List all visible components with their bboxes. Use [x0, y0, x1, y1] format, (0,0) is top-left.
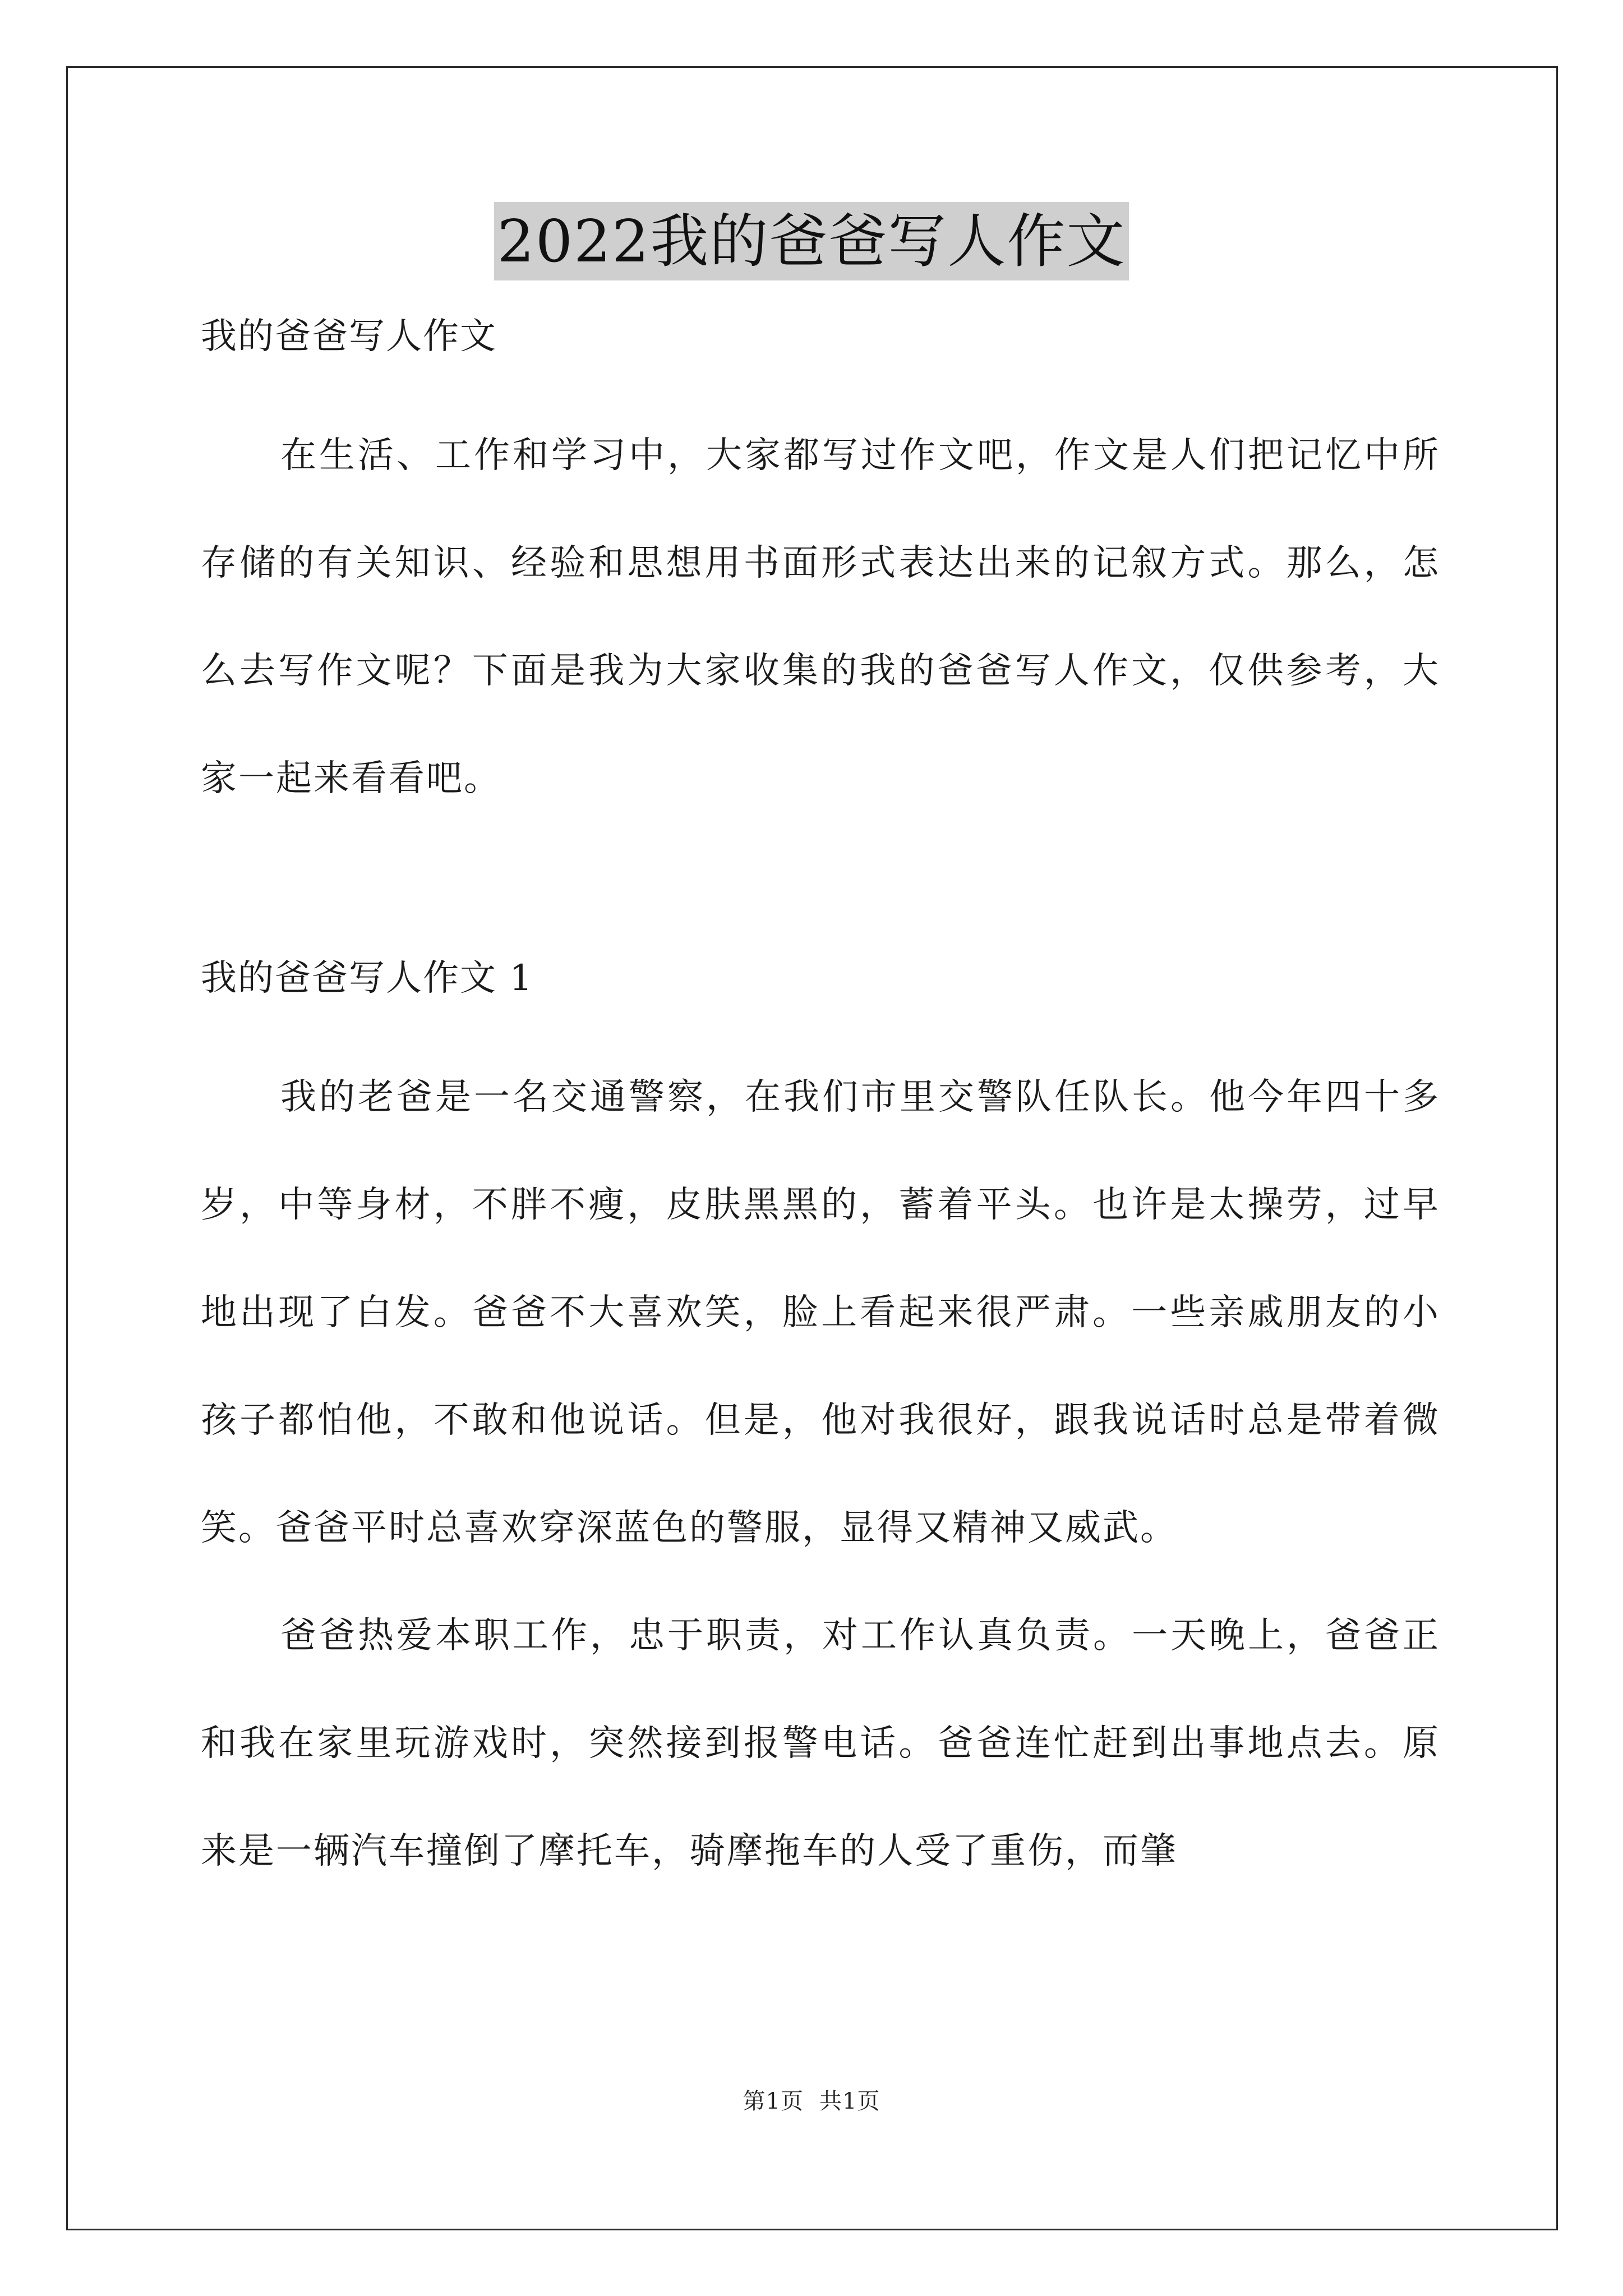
body-paragraph: 我的老爸是一名交通警察，在我们市里交警队任队长。他今年四十多岁，中等身材，不胖不瘦，皮肤黑黑的，蓄着平头。也许是太操劳，过早地出现了白发。爸爸不大喜欢笑，脸上看起来很严肃。一些亲戚朋友的小孩子都怕他，不敢和他说话。但是，他对我很好，跟我说话时总是带着微笑。爸爸平时总喜欢穿深蓝色的警服，显得又精神又威武。 [201, 1076, 1440, 1549]
title-container [0, 202, 1623, 280]
intro-paragraph: 在生活、工作和学习中，大家都写过作文吧，作文是人们把记忆中所存储的有关知识、经验和思想用书面形式表达出来的记叙方式。那么，怎么去写作文呢？下面是我为大家收集的我的爸爸写人作文，仅供参考，大家一起来看看吧。 [201, 435, 1440, 799]
page-total: 共1页 [819, 2088, 880, 2114]
page-footer [0, 2083, 1623, 2115]
section-heading: 我的爸爸写人作文 [201, 316, 497, 357]
document-body [201, 314, 1440, 1905]
page-number: 第1页 [743, 2088, 804, 2114]
body-paragraph: 爸爸热爱本职工作，忠于职责，对工作认真负责。一天晚上，爸爸正和我在家里玩游戏时，突然接到报警电话。爸爸连忙赶到出事地点去。原来是一辆汽车撞倒了摩托车，骑摩拖车的人受了重伤，而肇 [201, 1615, 1440, 1872]
document-title: 2022我的爸爸写人作文 [494, 202, 1129, 280]
section-heading: 我的爸爸写人作文 1 [201, 958, 534, 999]
